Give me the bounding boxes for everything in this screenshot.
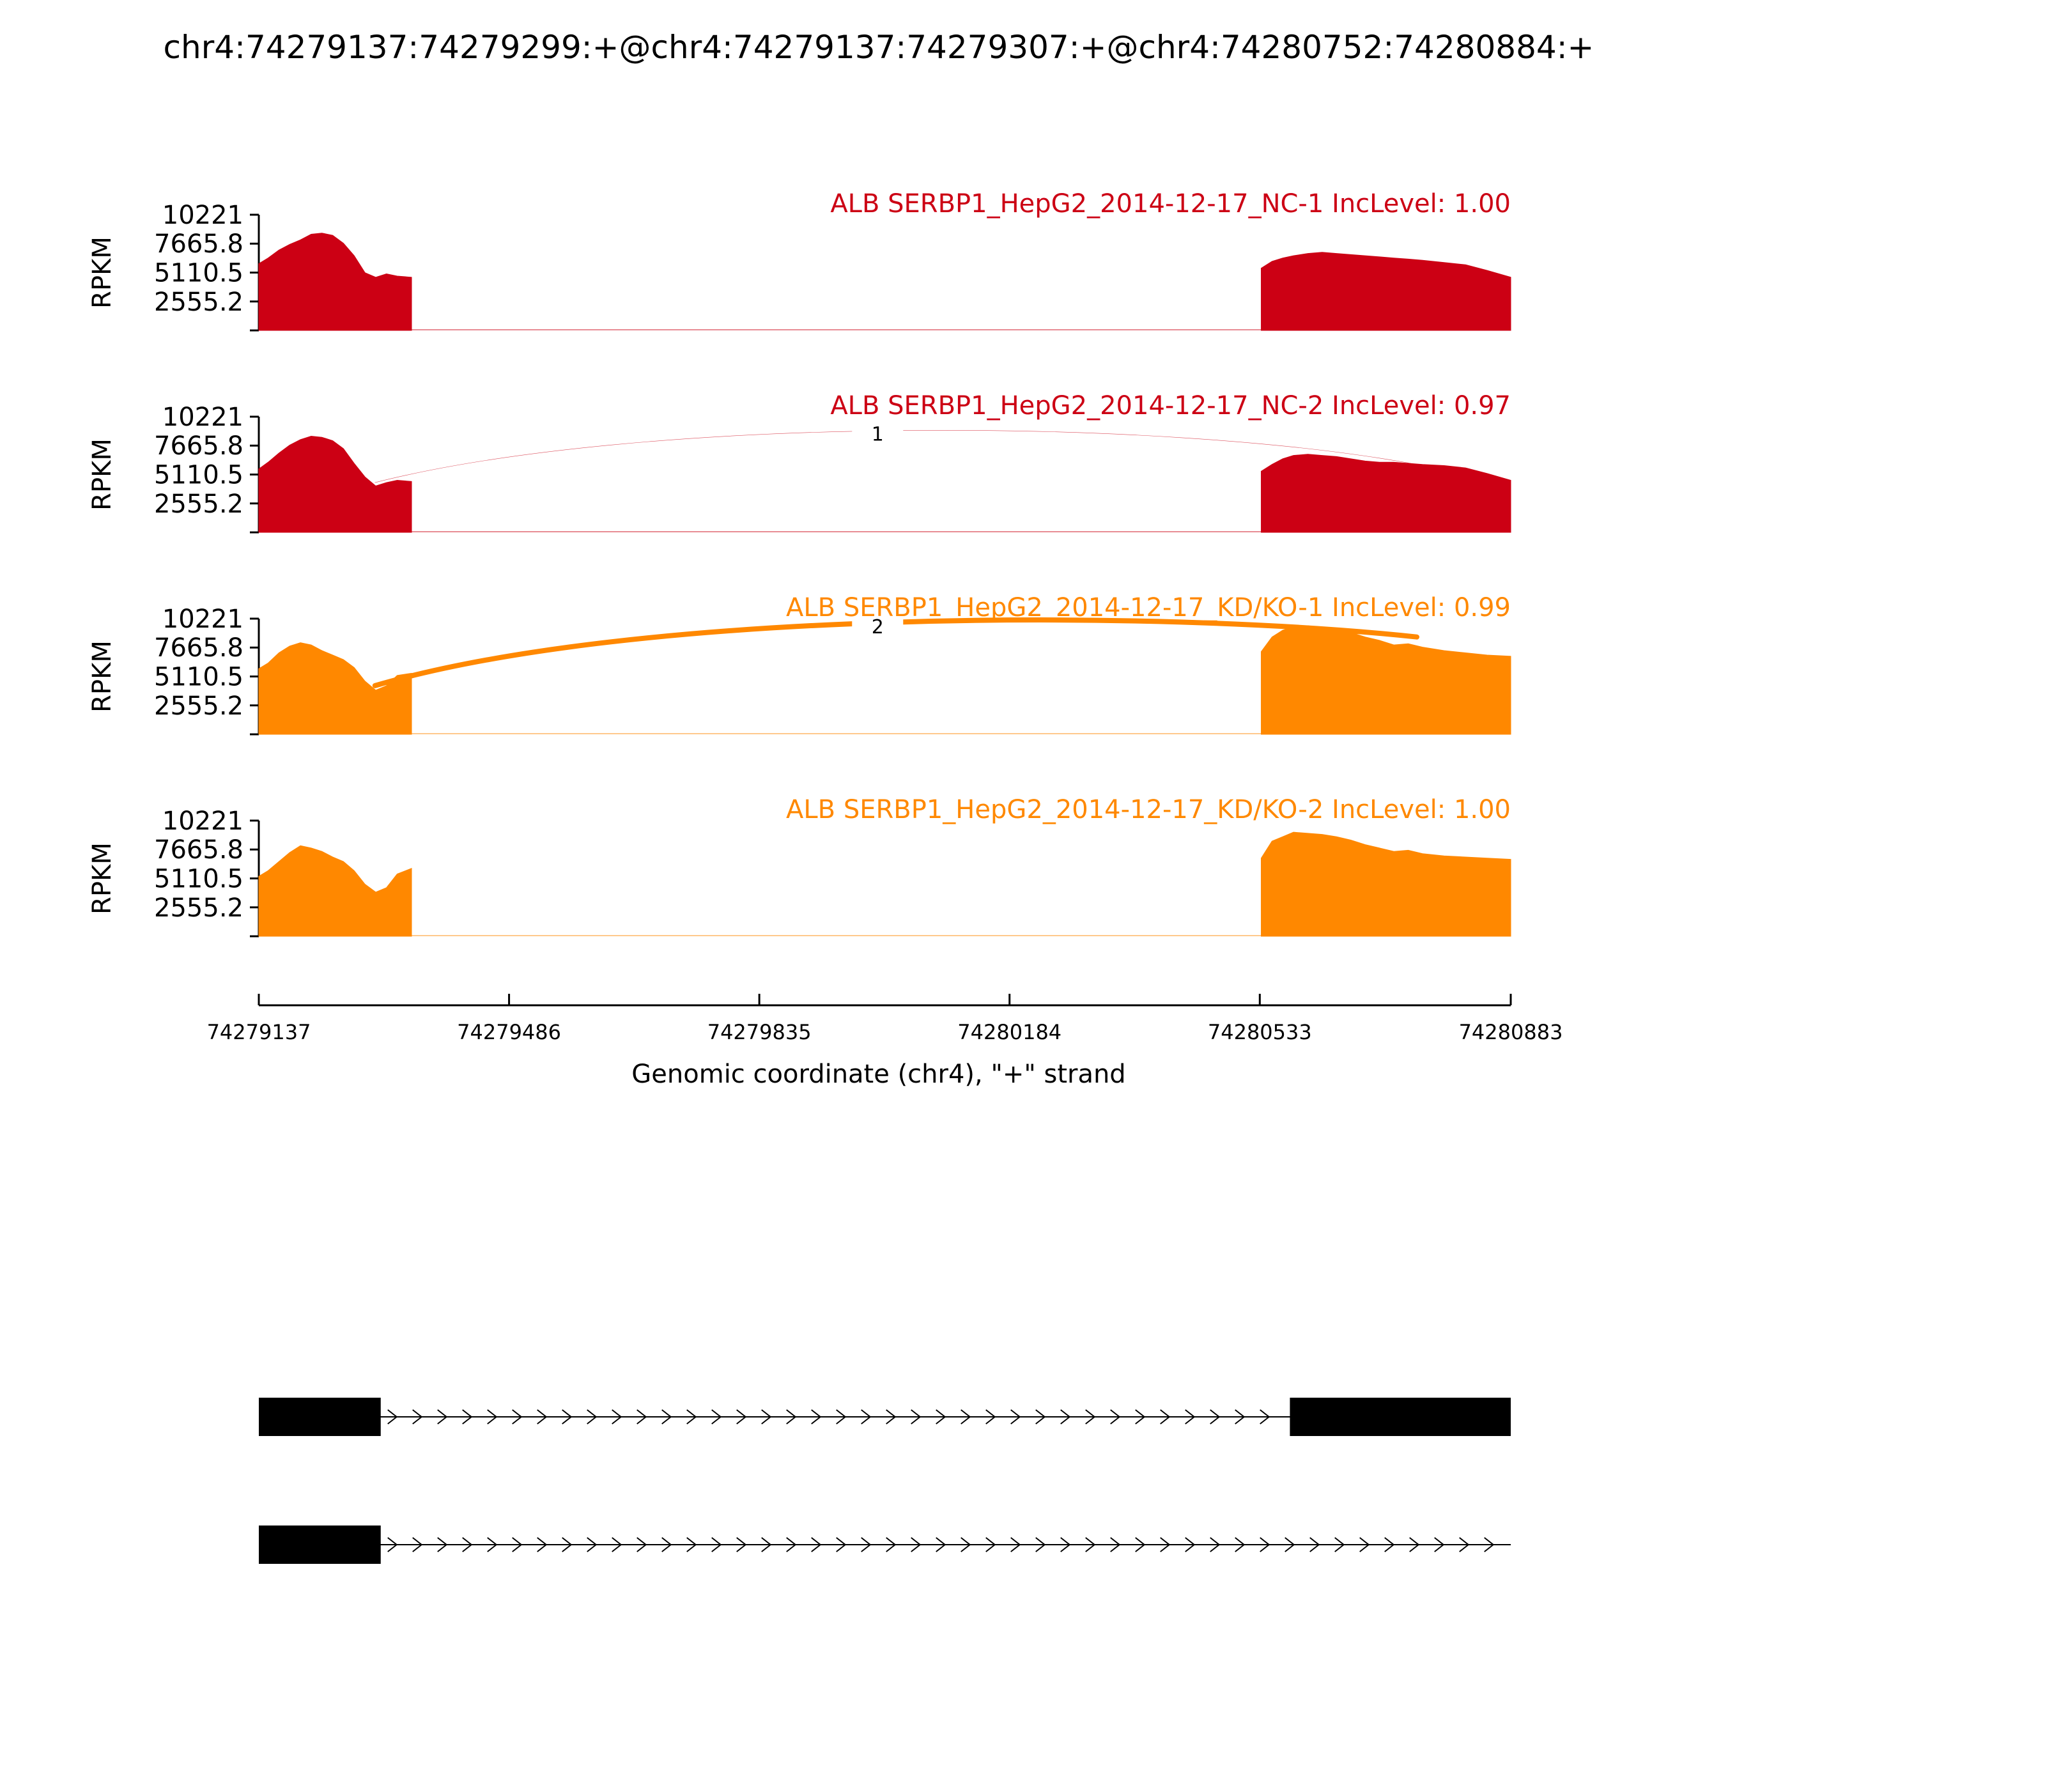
x-tick-label: 74280883 [1458,1020,1563,1044]
y-tick-label: 7665.8 [154,431,243,461]
coverage-area-right-exon [1262,832,1511,936]
x-tick-label: 74279835 [707,1020,812,1044]
sample-label: ALB SERBP1_HepG2_2014-12-17_NC-2 IncLevel: 0.97 [830,391,1511,421]
y-tick-label: 2555.2 [154,287,243,317]
x-axis [207,994,1563,1044]
exon-block [1290,1398,1511,1436]
y-axis-label: RPKM [88,236,117,309]
y-tick-label: 7665.8 [154,633,243,663]
junction-count-label: 2 [871,616,884,639]
exon-block [259,1526,381,1564]
y-tick-label: 2555.2 [154,691,243,721]
y-tick-label: 10221 [162,807,243,836]
y-tick-label: 10221 [162,605,243,634]
transcript-2 [259,1526,1511,1564]
x-tick-label: 74280184 [957,1020,1062,1044]
sample-label: ALB SERBP1_HepG2_2014-12-17_KD/KO-1 IncLevel: 0.99 [786,593,1511,622]
y-axis-label: RPKM [88,438,117,511]
x-tick-label: 74279137 [206,1020,311,1044]
y-axis-label: RPKM [88,842,117,915]
coverage-panel-4 [88,795,1511,936]
y-tick-label: 5110.5 [154,460,243,490]
coverage-panel-2 [88,391,1511,532]
x-axis-label: Genomic coordinate (chr4), "+" strand [631,1060,1126,1089]
x-tick-label: 74279486 [457,1020,562,1044]
x-tick-label: 74280533 [1207,1020,1312,1044]
y-tick-label: 5110.5 [154,662,243,692]
coverage-panel-1 [88,189,1511,330]
y-tick-label: 2555.2 [154,893,243,923]
coverage-area-left-exon [259,233,412,330]
y-tick-label: 5110.5 [154,258,243,288]
y-tick-label: 10221 [162,201,243,230]
y-tick-label: 5110.5 [154,864,243,894]
junction-count-label: 1 [871,423,884,446]
coverage-area-left-exon [259,846,412,936]
y-tick-label: 10221 [162,403,243,432]
coverage-area-left-exon [259,436,412,533]
chart-title: chr4:74279137:74279299:+@chr4:74279137:74279307:+@chr4:74280752:74280884:+ [163,29,1594,66]
coverage-area-right-exon [1262,454,1511,532]
y-tick-label: 7665.8 [154,835,243,865]
coverage-panels [88,189,1511,936]
coverage-panel-3 [88,593,1511,734]
coverage-area-right-exon [1262,626,1511,734]
transcript-models [259,1398,1511,1564]
y-tick-label: 2555.2 [154,489,243,519]
sample-label: ALB SERBP1_HepG2_2014-12-17_NC-1 IncLevel: 1.00 [830,189,1511,219]
y-tick-label: 7665.8 [154,229,243,259]
y-axis-label: RPKM [88,640,117,713]
coverage-area-right-exon [1262,252,1511,330]
sample-label: ALB SERBP1_HepG2_2014-12-17_KD/KO-2 IncLevel: 1.00 [786,795,1511,824]
exon-block [259,1398,381,1436]
coverage-area-left-exon [259,643,412,734]
transcript-1 [259,1398,1511,1436]
